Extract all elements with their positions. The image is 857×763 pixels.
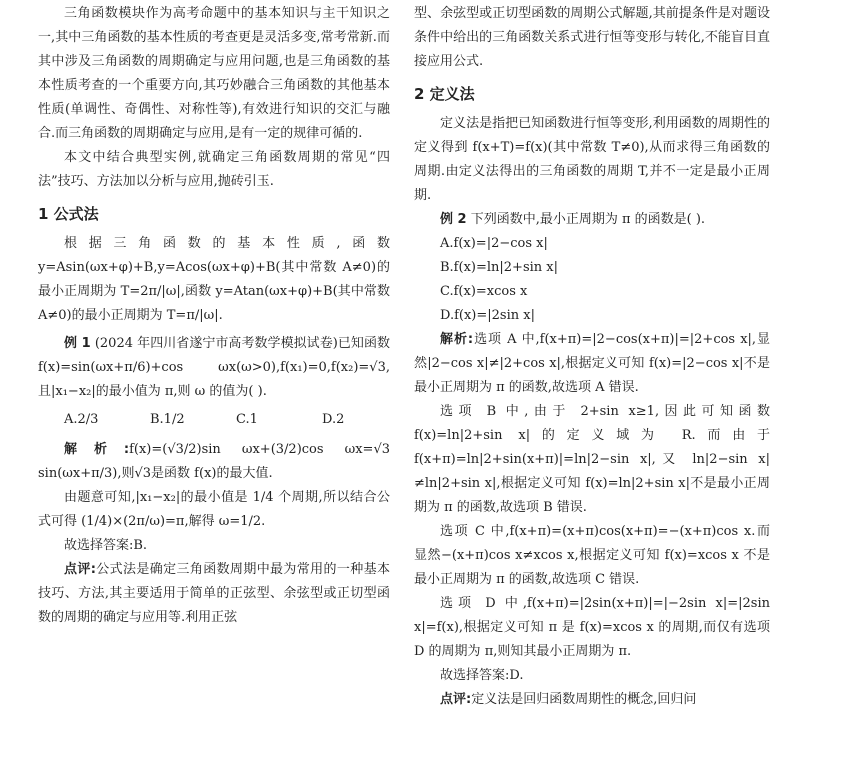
solution-2 <box>414 328 770 400</box>
review-1-label: 点评: <box>64 562 96 577</box>
review-2 <box>414 688 770 712</box>
option-b: B.1/2 <box>150 412 185 427</box>
review-1 <box>38 558 390 630</box>
intro-paragraph: 三角函数模块作为高考命题中的基本知识与主干知识之一,其中三角函数的基本性质的考查更是灵活多变,常考常新.而其中涉及三角函数的周期确定与应用问题,也是三角函数的基本性质考查的一个重要方向,其巧妙融合三角函数的其他基本性质(单调性、奇偶性、对称性等),有效进行知识的交汇与融合.而三角函数的周期确定与应用,是有一定的规律可循的. <box>38 6 390 141</box>
review-2-label: 点评: <box>440 692 472 707</box>
section-heading-formula: 1 公式法 <box>38 205 99 223</box>
review-1-text: 公式法是确定三角函数周期中最为常用的一种基本技巧、方法,其主要适用于简单的正弦型、余弦型或正切型函数的周期的确定与应用等.利用正弦 <box>38 562 390 625</box>
intro-paragraph-2: 本文中结合典型实例,就确定三角函数周期的常见“四法”技巧、方法加以分析与应用,抛砖引玉. <box>38 150 390 189</box>
example-1 <box>38 332 390 404</box>
answer-2: 故选择答案:D. <box>440 668 524 683</box>
option-a: A.2/3 <box>64 412 99 427</box>
option-d: D.2 <box>322 412 345 427</box>
example-1-label: 例 1 <box>64 336 91 351</box>
option-c: C.1 <box>236 412 258 427</box>
section-heading-definition: 2 定义法 <box>414 85 475 103</box>
left-column <box>38 0 390 630</box>
solution-1-label: 解析: <box>64 442 130 457</box>
example-2-option-d: D.f(x)=|2sin x| <box>440 308 535 323</box>
example-1-text: (2024 年四川省遂宁市高考数学模拟试卷)已知函数 f(x)=sin(ωx+π/6)+cos ωx(ω>0),f(x₁)=0,f(x₂)=√3,且|x₁−x₂|的最小值为 π,则 ω 的值为( ). <box>38 336 390 399</box>
right-column <box>414 0 770 712</box>
review-1-continued: 型、余弦型或正切型函数的周期公式解题,其前提条件是对题设条件中给出的三角函数关系式进行恒等变形与转化,不能盲目直接应用公式. <box>414 6 770 69</box>
example-2-option-c: C.f(x)=xcos x <box>440 284 528 299</box>
solution-1-step: 由题意可知,|x₁−x₂|的最小值是 1/4 个周期,所以结合公式可得 (1/4)×(2π/ω)=π,解得 ω=1/2. <box>38 490 390 529</box>
example-2-option-b: B.f(x)=ln|2+sin x| <box>440 260 558 275</box>
solution-2-option-b: 选项 B 中,由于 2+sin x≥1,因此可知函数 f(x)=ln|2+sin x|的定义域为 R.而由于 f(x+π)=ln|2+sin(x+π)|=ln|2−sin x|,又 ln|2−sin x|≠ln|2+sin x|,根据定义可知 f(x)=ln|2+sin x|不是最小正周期为 π 的函数,故选项 B 错误. <box>414 404 770 515</box>
answer-1: 故选择答案:B. <box>64 538 148 553</box>
example-1-options <box>38 408 390 432</box>
solution-2-option-d: 选项 D 中,f(x+π)=|2sin(x+π)|=|−2sin x|=|2sin x|=f(x),根据定义可知 π 是 f(x)=xcos x 的周期,而仅有选项 D 的周期为 π,则知其最小正周期为 π. <box>414 596 770 659</box>
solution-2-label: 解析: <box>440 332 474 347</box>
example-2-label: 例 2 <box>440 212 467 227</box>
solution-2-option-c: 选项 C 中,f(x+π)=(x+π)cos(x+π)=−(x+π)cos x.而显然−(x+π)cos x≠xcos x,根据定义可知 f(x)=xcos x 不是最小正周期为 π 的函数,故选项 C 错误. <box>414 524 770 587</box>
example-2-text: 下列函数中,最小正周期为 π 的函数是( ). <box>466 212 706 227</box>
solution-1 <box>38 438 390 486</box>
review-2-text: 定义法是回归函数周期性的概念,回归问 <box>471 692 697 707</box>
example-2-option-a: A.f(x)=|2−cos x| <box>440 236 548 251</box>
formula-paragraph: 根据三角函数的基本性质,函数 y=Asin(ωx+φ)+B,y=Acos(ωx+φ)+B(其中常数 A≠0)的最小正周期为 T=2π/|ω|,函数 y=Atan(ωx+φ)+B(其中常数 A≠0)的最小正周期为 T=π/|ω|. <box>38 236 390 323</box>
definition-paragraph: 定义法是指把已知函数进行恒等变形,利用函数的周期性的定义得到 f(x+T)=f(x)(其中常数 T≠0),从而求得三角函数的周期.由定义法得出的三角函数的周期 T,并不一定是最小正周期. <box>414 116 770 203</box>
example-2 <box>414 208 770 232</box>
solution-2-text: 选项 A 中,f(x+π)=|2−cos(x+π)|=|2+cos x|,显然|2−cos x|≠|2+cos x|,根据定义可知 f(x)=|2−cos x|不是最小正周期为 π 的函数,故选项 A 错误. <box>414 332 770 395</box>
solution-1-text: f(x)=(√3/2)sin ωx+(3/2)cos ωx=√3 sin(ωx+π/3),则√3是函数 f(x)的最大值. <box>38 442 390 481</box>
